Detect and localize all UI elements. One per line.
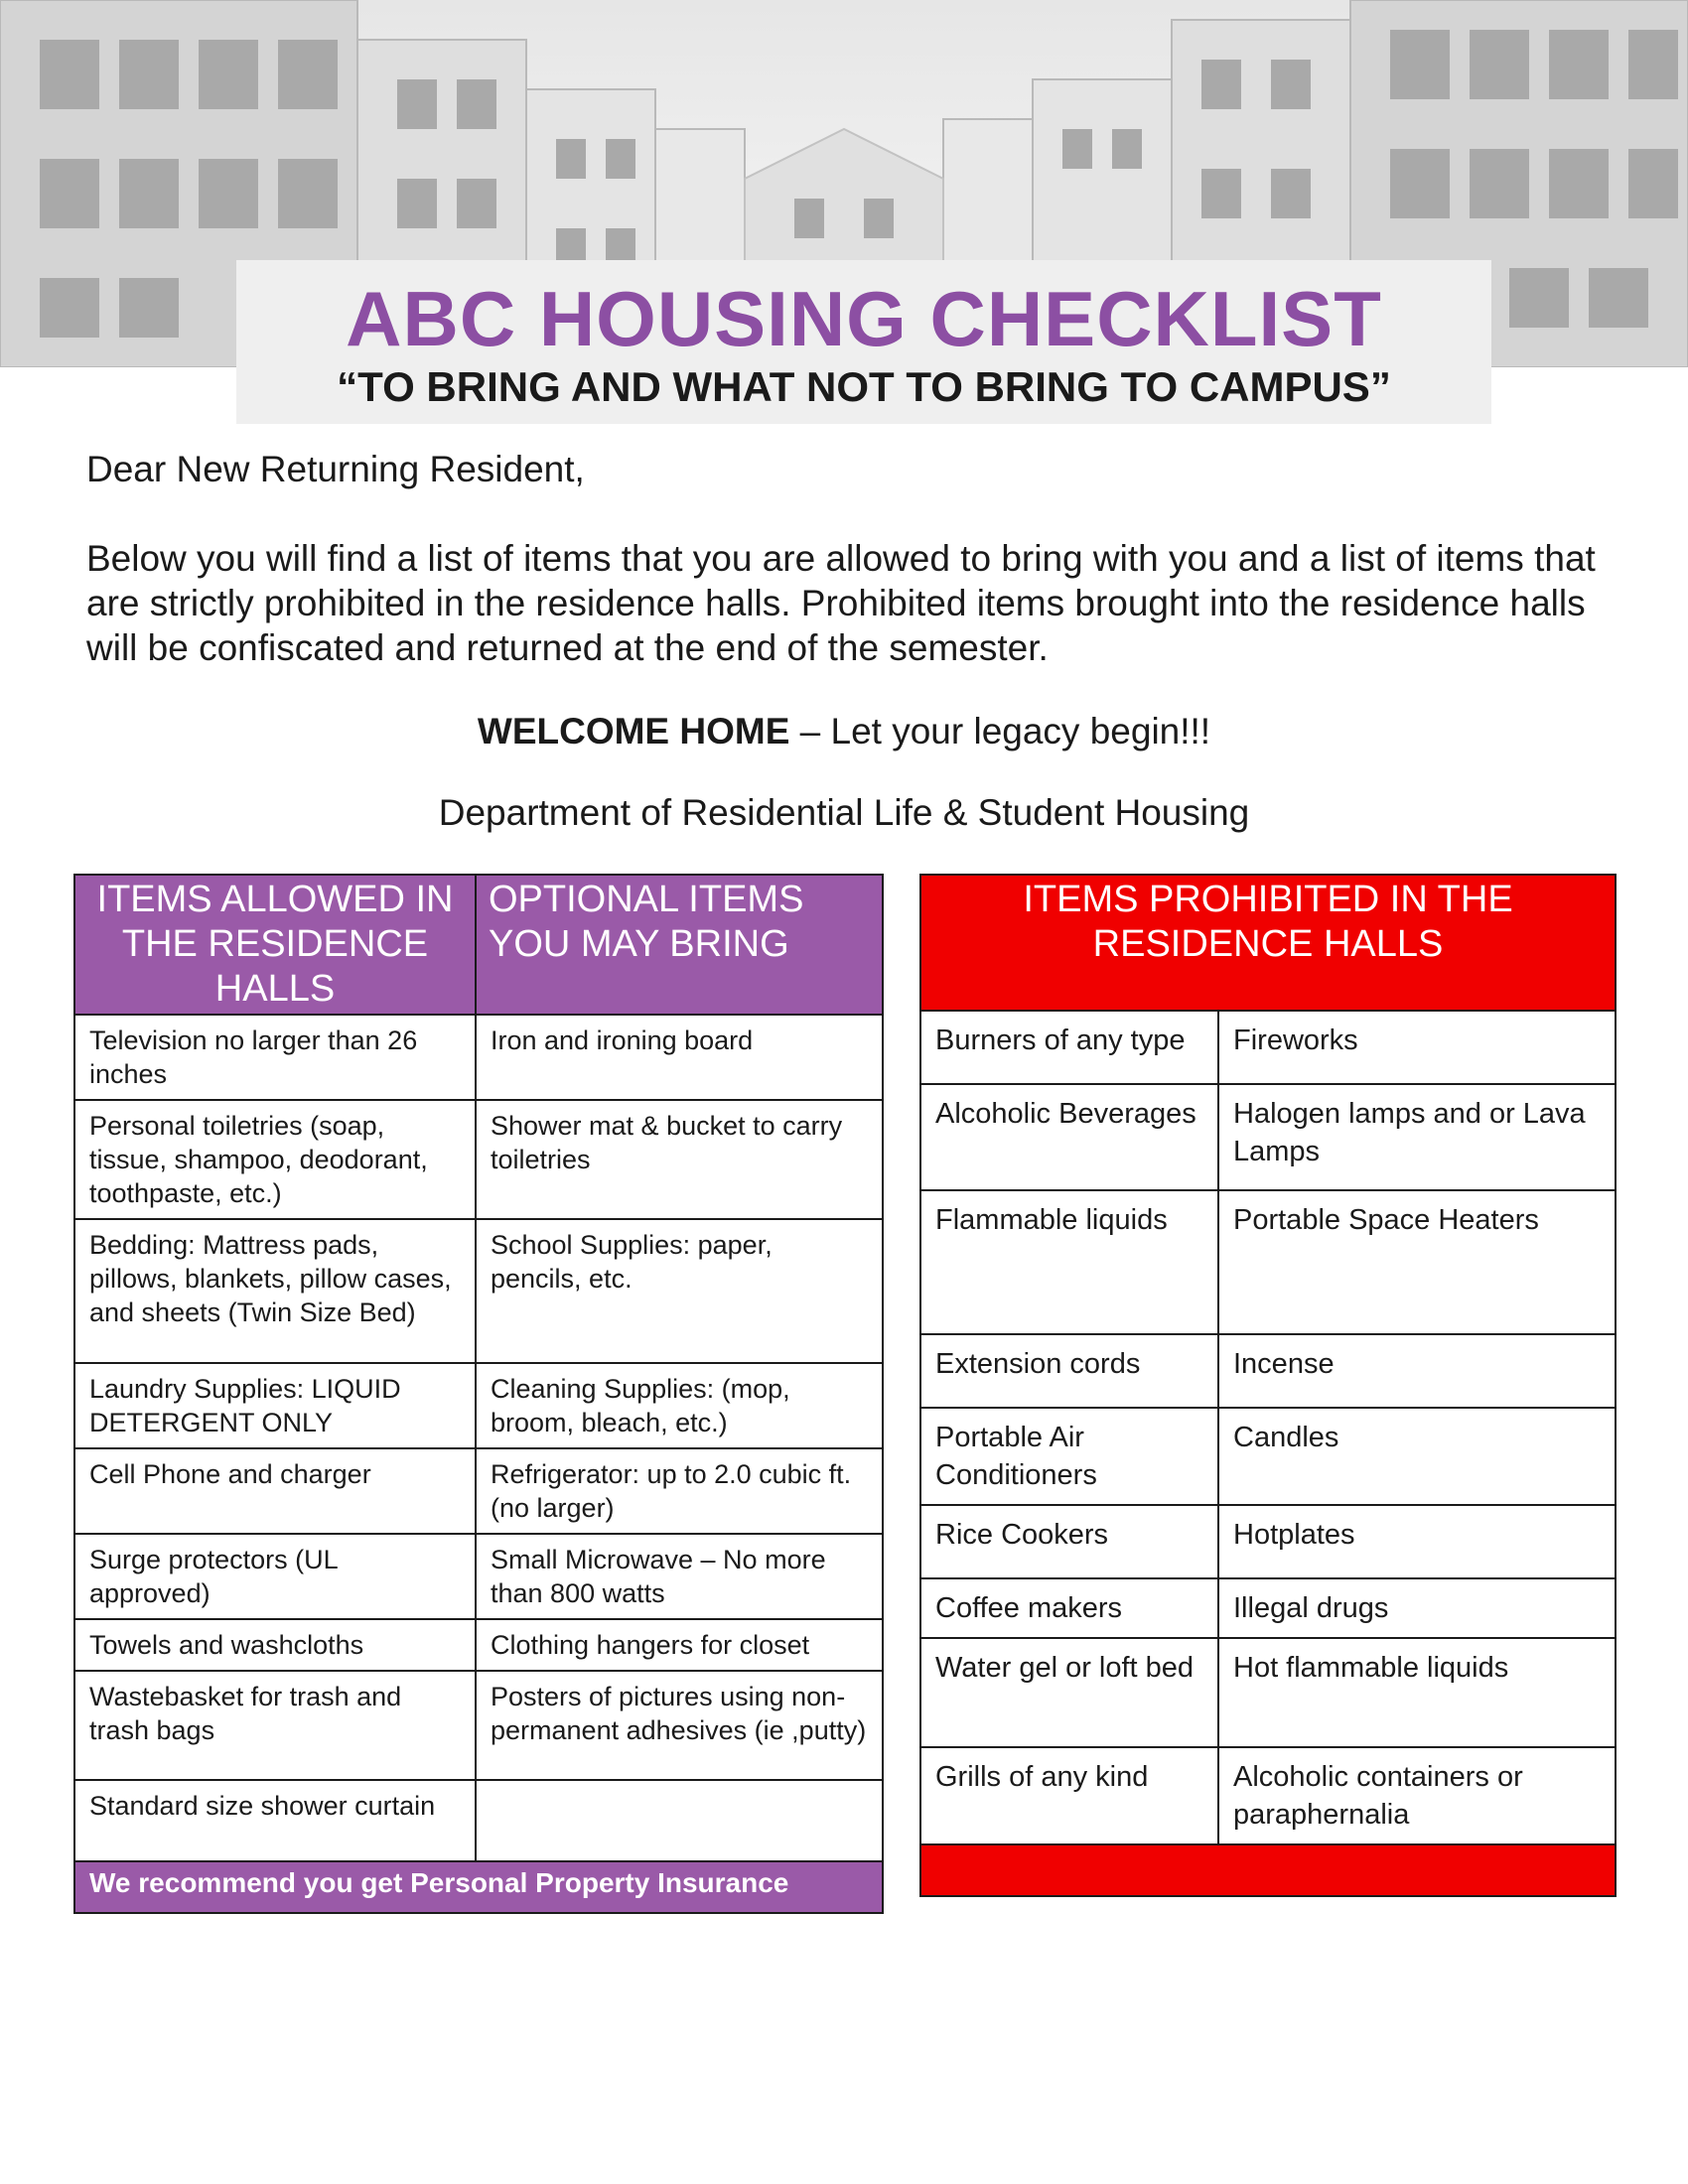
table-row — [920, 1638, 1616, 1747]
greeting: Dear New Returning Resident, — [86, 449, 585, 489]
allowed-cell: Standard size shower curtain — [74, 1780, 476, 1861]
header-optional: OPTIONAL ITEMS YOU MAY BRING — [476, 875, 883, 1015]
welcome-line — [0, 709, 1688, 753]
prohibited-cell: Alcoholic Beverages — [920, 1084, 1218, 1190]
table-footer-row — [920, 1844, 1616, 1896]
prohibited-cell: Burners of any type — [920, 1011, 1218, 1084]
optional-cell — [476, 1780, 883, 1861]
table-row — [74, 1100, 883, 1219]
prohibited-cell: Coffee makers — [920, 1578, 1218, 1638]
prohibited-cell: Hotplates — [1218, 1505, 1616, 1578]
header-prohibited: ITEMS PROHIBITED IN THE RESIDENCE HALLS — [920, 875, 1616, 1011]
prohibited-cell: Rice Cookers — [920, 1505, 1218, 1578]
prohibited-cell: Illegal drugs — [1218, 1578, 1616, 1638]
optional-cell: Clothing hangers for closet — [476, 1619, 883, 1671]
prohibited-cell: Halogen lamps and or Lava Lamps — [1218, 1084, 1616, 1190]
table-row — [920, 1578, 1616, 1638]
allowed-cell: Bedding: Mattress pads, pillows, blankets, pillow cases, and sheets (Twin Size Bed) — [74, 1219, 476, 1363]
welcome-rest: – Let your legacy begin!!! — [789, 711, 1211, 751]
table-header-row — [920, 875, 1616, 1011]
prohibited-cell: Grills of any kind — [920, 1747, 1218, 1844]
allowed-items-table — [73, 874, 884, 1914]
optional-cell: Shower mat & bucket to carry toiletries — [476, 1100, 883, 1219]
prohibited-items-table — [919, 874, 1617, 1897]
page-title: ABC HOUSING CHECKLIST — [346, 275, 1382, 362]
title-box — [236, 260, 1491, 424]
table-row — [74, 1534, 883, 1619]
table-row — [920, 1190, 1616, 1334]
allowed-cell: Laundry Supplies: LIQUID DETERGENT ONLY — [74, 1363, 476, 1448]
table-row — [920, 1011, 1616, 1084]
allowed-cell: Towels and washcloths — [74, 1619, 476, 1671]
table-row — [74, 1363, 883, 1448]
prohibited-cell: Portable Air Conditioners — [920, 1408, 1218, 1505]
optional-cell: Posters of pictures using non-permanent adhesives (ie ,putty) — [476, 1671, 883, 1780]
prohibited-footer-bar — [920, 1844, 1616, 1896]
table-row — [74, 1671, 883, 1780]
optional-cell: Small Microwave – No more than 800 watts — [476, 1534, 883, 1619]
table-row — [920, 1747, 1616, 1844]
table-footer-row — [74, 1861, 883, 1913]
table-row — [74, 1780, 883, 1861]
welcome-bold: WELCOME HOME — [477, 711, 790, 751]
table-header-row — [74, 875, 883, 1015]
table-row — [74, 1015, 883, 1100]
department-name: Department of Residential Life & Student Housing — [438, 792, 1250, 833]
prohibited-cell: Candles — [1218, 1408, 1616, 1505]
prohibited-cell: Water gel or loft bed — [920, 1638, 1218, 1747]
allowed-cell: Television no larger than 26 inches — [74, 1015, 476, 1100]
page-subtitle: “TO BRING AND WHAT NOT TO BRING TO CAMPUS” — [337, 363, 1391, 410]
prohibited-cell: Portable Space Heaters — [1218, 1190, 1616, 1334]
prohibited-cell: Alcoholic containers or paraphernalia — [1218, 1747, 1616, 1844]
prohibited-cell: Fireworks — [1218, 1011, 1616, 1084]
optional-cell: Cleaning Supplies: (mop, broom, bleach, etc.) — [476, 1363, 883, 1448]
allowed-cell: Wastebasket for trash and trash bags — [74, 1671, 476, 1780]
intro-paragraph: Below you will find a list of items that you are allowed to bring with you and a list of items that are strictly prohibited in the residence halls. Prohibited items brought into the residence halls will be confiscated and returned at the end of the semester. — [86, 538, 1596, 668]
allowed-cell: Personal toiletries (soap, tissue, shampoo, deodorant, toothpaste, etc.) — [74, 1100, 476, 1219]
table-row — [74, 1448, 883, 1534]
optional-cell: Iron and ironing board — [476, 1015, 883, 1100]
table-row — [74, 1619, 883, 1671]
allowed-cell: Surge protectors (UL approved) — [74, 1534, 476, 1619]
prohibited-cell: Flammable liquids — [920, 1190, 1218, 1334]
insurance-recommendation: We recommend you get Personal Property Insurance — [74, 1861, 883, 1913]
table-row — [920, 1408, 1616, 1505]
allowed-cell: Cell Phone and charger — [74, 1448, 476, 1534]
prohibited-cell: Incense — [1218, 1334, 1616, 1408]
optional-cell: School Supplies: paper, pencils, etc. — [476, 1219, 883, 1363]
table-row — [920, 1084, 1616, 1190]
prohibited-cell: Extension cords — [920, 1334, 1218, 1408]
prohibited-cell: Hot flammable liquids — [1218, 1638, 1616, 1747]
optional-cell: Refrigerator: up to 2.0 cubic ft. (no larger) — [476, 1448, 883, 1534]
table-row — [920, 1505, 1616, 1578]
header-allowed: ITEMS ALLOWED IN THE RESIDENCE HALLS — [74, 875, 476, 1015]
table-row — [920, 1334, 1616, 1408]
table-row — [74, 1219, 883, 1363]
